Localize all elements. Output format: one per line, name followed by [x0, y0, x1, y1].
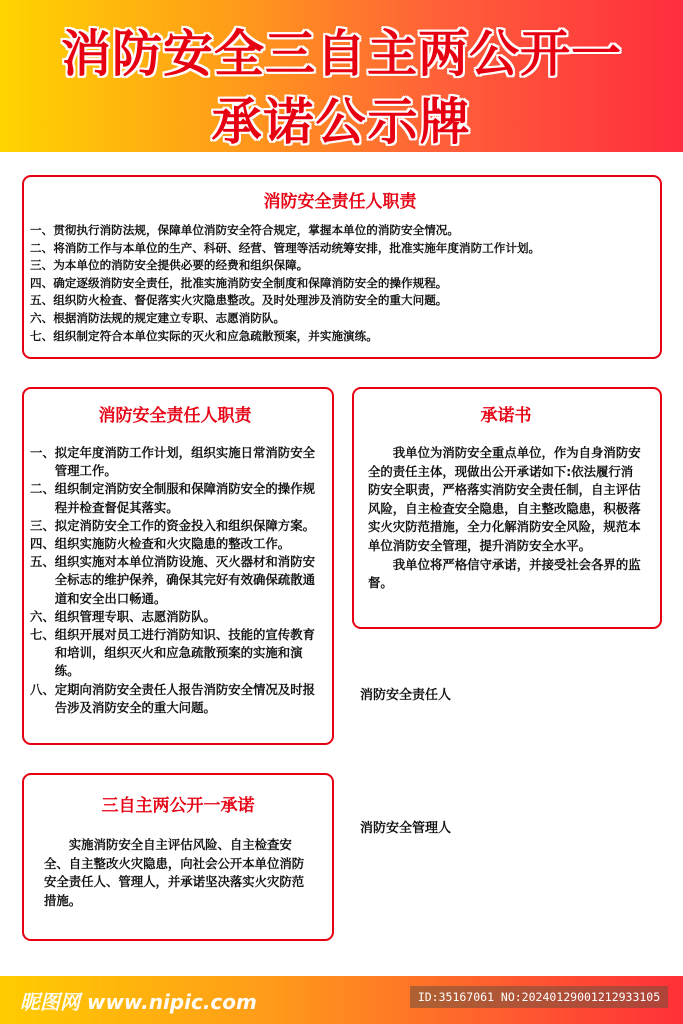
duty-list — [30, 222, 650, 345]
box-title: 三自主两公开一承诺 — [101, 796, 255, 816]
list-item: 六、根据消防法规的规定建立专职、志愿消防队。 — [30, 310, 286, 325]
list-item: 七、组织制定符合本单位实际的灭火和应急疏散预案，并实施演练。 — [30, 328, 378, 343]
watermark-id: ID:35167061 NO:20240129001212933105 — [410, 986, 668, 1008]
commitment-paragraph: 实施消防安全自主评估风险、自主检查安全、自主整改火灾隐患，向社会公开本单位消防安全责任人、管理人，并承诺坚决落实火灾防范措施。 — [44, 837, 305, 908]
item-text: 组织实施对本单位消防设施、灭火器材和消防安全标志的维护保养，确保其完好有效确保疏散通道和安全出口畅通。 — [54, 554, 315, 606]
item-text: 拟定消防安全工作的资金投入和组织保障方案。 — [54, 517, 315, 533]
list-item: 三、为本单位的消防安全提供必要的经费和组织保障。 — [30, 258, 309, 273]
signature-manager: 消防安全管理人 — [360, 821, 452, 836]
signature-responsible-person: 消防安全责任人 — [360, 688, 452, 703]
item-number: 一、 — [30, 445, 55, 460]
item-number: 八、 — [30, 681, 55, 697]
item-text: 组织管理专职、志愿消防队。 — [54, 608, 216, 624]
item-number: 六、 — [30, 608, 55, 624]
list-item — [30, 553, 320, 608]
item-text: 组织开展对员工进行消防知识、技能的宣传教育和培训，组织灭火和应急疏散预案的实施和演练。 — [54, 627, 315, 679]
list-item: 一、贯彻执行消防法规，保障单位消防安全符合规定，掌握本单位的消防安全情况。 — [30, 223, 459, 237]
responsibility-box-primary — [22, 175, 662, 359]
box-title: 承诺书 — [480, 406, 532, 426]
list-item: 四、确定逐级消防安全责任，批准实施消防安全制度和保障消防安全的操作规程。 — [30, 275, 448, 290]
list-item — [30, 444, 320, 480]
site-logo: 昵图网 www.nipic.com — [20, 990, 257, 1014]
item-text: 组织实施防火检查和火灾隐患的整改工作。 — [54, 536, 291, 552]
list-item: 五、组织防火检查、督促落实火灾隐患整改。及时处理涉及消防安全的重大问题。 — [30, 293, 448, 308]
pledge-box — [352, 387, 662, 629]
list-item: 二、将消防工作与本单位的生产、科研、经营、管理等活动统筹安排，批准实施年度消防工作计划。 — [30, 240, 541, 255]
list-item — [30, 608, 320, 626]
responsibility-box-secondary — [22, 387, 334, 745]
list-item — [30, 626, 320, 681]
box-title: 消防安全责任人职责 — [98, 406, 252, 426]
page-title-line1: 消防安全三自主两公开一 — [61, 25, 622, 83]
box-title: 消防安全责任人职责 — [263, 192, 417, 212]
list-item — [30, 681, 320, 717]
item-number: 五、 — [30, 554, 55, 570]
item-text: 定期向消防安全责任人报告消防安全情况及时报告涉及消防安全的重大问题。 — [54, 681, 315, 715]
item-text: 组织制定消防安全制服和保障消防安全的操作规程并检查督促其落实。 — [54, 481, 315, 515]
list-item — [30, 480, 320, 516]
list-item — [30, 517, 320, 535]
item-number: 四、 — [30, 536, 55, 552]
item-number: 二、 — [30, 481, 55, 497]
commitment-box — [22, 773, 334, 941]
pledge-paragraph: 我单位将严格信守承诺，并接受社会各界的监督。 — [368, 556, 641, 591]
pledge-paragraph: 我单位为消防安全重点单位，作为自身消防安全的责任主体，现做出公开承诺如下:依法履行消防安全职责，严格落实消防安全责任制，自主评估风险，自主检查安全隐患，自主整改隐患，积极落实火灾防范措施，全力化解消防安全风险，规范本单位消防安全管理，提升消防安全水平。 — [368, 445, 641, 553]
list-item — [30, 535, 320, 553]
item-text: 拟定年度消防工作计划，组织实施日常消防安全管理工作。 — [54, 445, 315, 479]
page-title-line2: 承诺公示牌 — [211, 93, 472, 151]
item-number: 三、 — [30, 517, 55, 533]
item-number: 七、 — [30, 627, 55, 643]
duty-list — [30, 444, 320, 717]
